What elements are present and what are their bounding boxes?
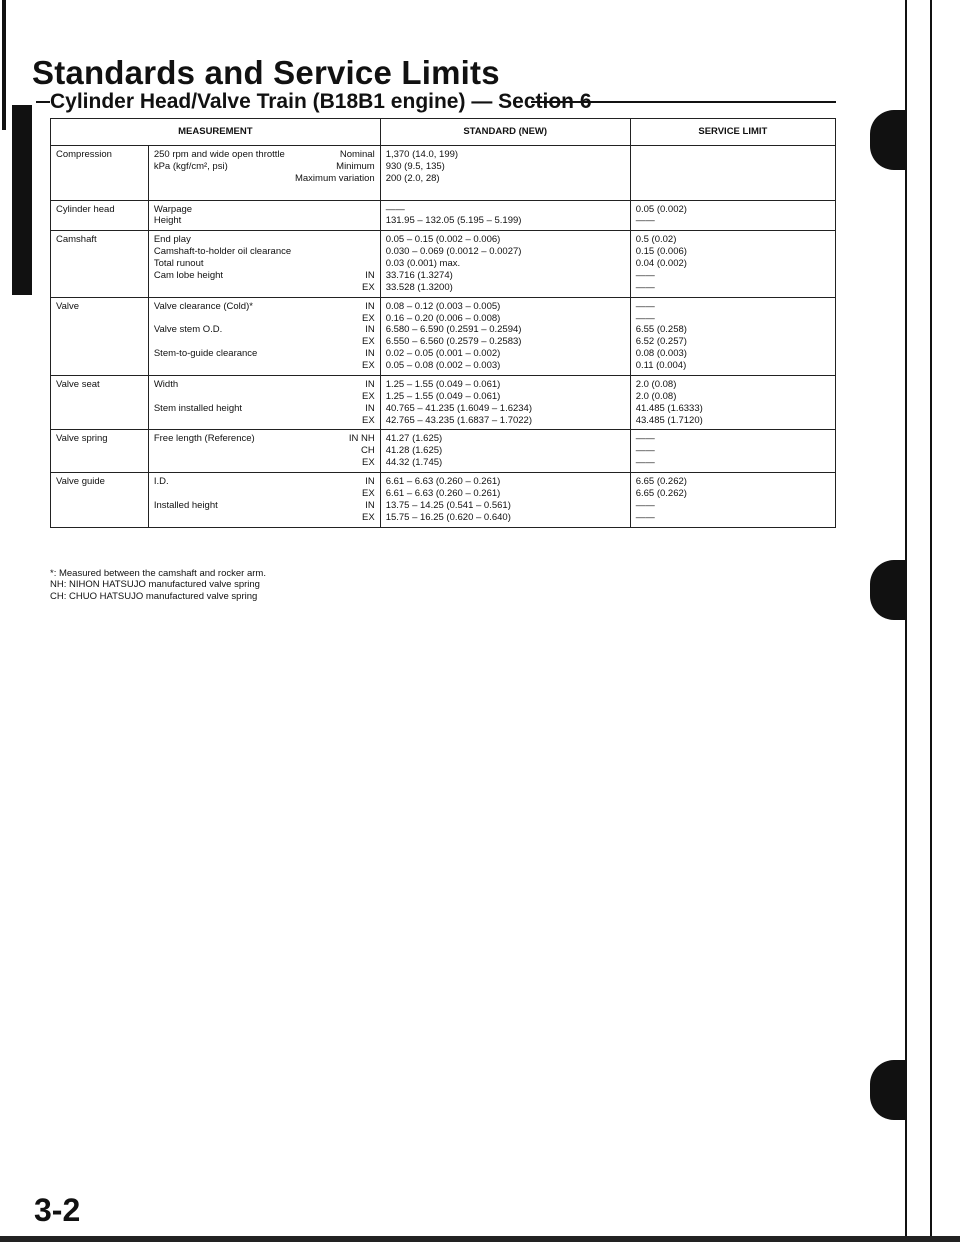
row-standard (380, 375, 630, 430)
measurement-sub: Nominal (339, 149, 375, 160)
standard-value: 15.75 – 16.25 (0.620 – 0.640) (385, 511, 511, 523)
measurement-label (154, 415, 157, 427)
measurement-label: 250 rpm and wide open throttle (153, 149, 285, 160)
limit-value: —— (635, 300, 655, 312)
table-row (51, 200, 836, 231)
measurement-sub (367, 246, 375, 258)
standard-value: 0.02 – 0.05 (0.001 – 0.002) (385, 348, 501, 360)
measurement-sub: EX (362, 390, 375, 402)
measurement-label: Total runout (153, 258, 204, 269)
measurement-label: Stem-to-guide clearance (153, 348, 258, 360)
row-standard (380, 231, 630, 297)
header-standard: STANDARD (NEW) (380, 119, 630, 146)
row-standard (380, 297, 630, 375)
limit-value: —— (635, 312, 655, 324)
row-limit (630, 231, 835, 297)
measurement-label (154, 282, 157, 294)
limit-value: —— (635, 445, 655, 457)
index-tab (870, 110, 906, 170)
standard-value: 44.32 (1.745) (385, 457, 443, 469)
limit-value: 0.11 (0.004) (635, 360, 687, 371)
table-row (51, 146, 836, 201)
measurement-label: Warpage (153, 203, 193, 215)
row-item: Valve spring (51, 430, 149, 473)
binding-edge-line (905, 0, 907, 1242)
measurement-sub (367, 204, 375, 216)
standard-value: 6.61 – 6.63 (0.260 – 0.261) (385, 487, 501, 499)
limit-value: 6.65 (0.262) (635, 476, 687, 487)
row-item: Valve seat (51, 375, 149, 430)
header-limit: SERVICE LIMIT (630, 119, 835, 146)
standard-value: 1.25 – 1.55 (0.049 – 0.061) (385, 378, 501, 390)
measurement-label: Height (153, 215, 182, 227)
limit-value: —— (635, 499, 655, 511)
measurement-label: I.D. (153, 476, 169, 487)
row-measurement (148, 430, 380, 473)
row-item: Cylinder head (51, 200, 149, 231)
row-measurement (148, 231, 380, 297)
row-limit (630, 200, 835, 231)
row-measurement (148, 146, 380, 201)
standard-value: 0.16 – 0.20 (0.006 – 0.008) (385, 312, 501, 324)
row-item: Valve (51, 297, 149, 375)
footnote: CH: CHUO HATSUJO manufactured valve spring (50, 590, 258, 602)
measurement-label (154, 185, 157, 197)
header-measurement: MEASUREMENT (51, 119, 381, 146)
standard-value: 930 (9.5, 135) (385, 160, 445, 172)
row-item: Valve guide (51, 473, 149, 528)
row-item: Camshaft (51, 231, 149, 297)
table-row (51, 473, 836, 528)
row-standard (380, 146, 630, 201)
standard-value: 131.95 – 132.05 (5.195 – 5.199) (385, 215, 522, 227)
limit-value: —— (635, 511, 655, 523)
limit-value: 6.55 (0.258) (635, 324, 687, 336)
standard-value: 0.05 – 0.08 (0.002 – 0.003) (385, 360, 501, 371)
limit-value: 41.485 (1.6333) (635, 402, 703, 414)
measurement-sub: Minimum (336, 160, 375, 172)
measurement-sub: IN (365, 378, 375, 390)
limit-value: 6.65 (0.262) (635, 487, 687, 499)
measurement-label: End play (153, 234, 191, 246)
measurement-label (154, 391, 157, 403)
measurement-label: Stem installed height (153, 402, 243, 414)
measurement-sub: EX (362, 336, 375, 348)
row-item: Compression (51, 146, 149, 201)
row-standard (380, 430, 630, 473)
measurement-sub: IN (365, 402, 375, 414)
measurement-label (154, 336, 157, 348)
limit-value: 0.08 (0.003) (635, 348, 687, 360)
measurement-label (154, 457, 157, 469)
measurement-sub: EX (362, 511, 375, 523)
measurement-label (154, 488, 157, 500)
measurement-label (154, 512, 157, 524)
row-limit (630, 146, 835, 201)
row-standard (380, 473, 630, 528)
measurement-label (154, 360, 157, 372)
limit-value: 0.05 (0.002) (635, 203, 687, 215)
standard-value: 6.61 – 6.63 (0.260 – 0.261) (385, 476, 501, 487)
measurement-sub (367, 258, 375, 270)
measurement-sub: IN (365, 269, 375, 281)
table-row (51, 297, 836, 375)
measurement-sub: EX (362, 457, 375, 469)
page-bottom-edge (0, 1236, 960, 1242)
measurement-label: Width (153, 378, 179, 390)
standard-value: 41.27 (1.625) (385, 433, 443, 445)
measurement-label (154, 313, 157, 325)
row-limit (630, 473, 835, 528)
standard-value: 33.528 (1.3200) (385, 281, 453, 293)
measurement-sub (367, 215, 375, 227)
limit-value: 43.485 (1.7120) (635, 414, 703, 426)
standard-value: 41.28 (1.625) (385, 445, 443, 457)
limit-value: 0.15 (0.006) (635, 246, 687, 258)
measurement-sub: IN (365, 324, 375, 336)
row-limit (630, 375, 835, 430)
standard-value: 1.25 – 1.55 (0.049 – 0.061) (385, 390, 501, 402)
measurement-sub: EX (362, 312, 375, 324)
table-row (51, 430, 836, 473)
row-limit (630, 297, 835, 375)
measurement-sub: EX (362, 414, 375, 426)
footnote: NH: NIHON HATSUJO manufactured valve spring (50, 579, 260, 591)
section-subtitle: Cylinder Head/Valve Train (B18B1 engine) — Section 6 (50, 90, 592, 113)
measurement-label: Installed height (153, 499, 218, 511)
subtitle-rule (531, 101, 836, 103)
row-measurement (148, 297, 380, 375)
measurement-label: Camshaft-to-holder oil clearance (153, 246, 292, 258)
index-tab (870, 1060, 906, 1120)
limit-value: —— (635, 457, 655, 469)
binding-edge-line (930, 0, 932, 1242)
standard-value: 40.765 – 41.235 (1.6049 – 1.6234) (385, 402, 533, 414)
standard-value: 0.030 – 0.069 (0.0012 – 0.0027) (385, 246, 522, 258)
standard-value: 33.716 (1.3274) (385, 269, 453, 281)
standard-value: 13.75 – 14.25 (0.541 – 0.561) (385, 499, 511, 511)
standard-value: 0.03 (0.001) max. (385, 258, 461, 269)
spec-table (50, 118, 836, 528)
table-row (51, 375, 836, 430)
table-row (51, 231, 836, 297)
measurement-sub: IN (365, 348, 375, 360)
measurement-sub: IN (365, 499, 375, 511)
limit-value: 6.52 (0.257) (635, 336, 687, 348)
standard-value: 6.550 – 6.560 (0.2579 – 0.2583) (385, 336, 522, 348)
limit-value: —— (635, 215, 655, 227)
measurement-sub: IN (365, 300, 375, 312)
index-tab (870, 560, 906, 620)
table-header-row (51, 119, 836, 146)
page-title: Standards and Service Limits (32, 54, 500, 91)
measurement-sub: IN NH (348, 433, 375, 445)
limit-value: 0.04 (0.002) (635, 258, 687, 269)
measurement-sub: IN (365, 476, 375, 487)
measurement-sub: EX (362, 360, 375, 371)
row-standard (380, 200, 630, 231)
row-measurement (148, 375, 380, 430)
left-margin-line (2, 0, 6, 130)
limit-value: —— (635, 281, 655, 293)
page-number: 3-2 (34, 1192, 81, 1228)
measurement-label (154, 445, 157, 457)
measurement-sub: CH (360, 445, 375, 457)
subtitle-rule (36, 101, 50, 103)
standard-value: —— (385, 203, 405, 215)
standard-value: 1,370 (14.0, 199) (385, 149, 459, 160)
measurement-sub: EX (362, 487, 375, 499)
row-limit (630, 430, 835, 473)
limit-value: 2.0 (0.08) (635, 378, 677, 390)
measurement-label: kPa (kgf/cm², psi) (153, 160, 228, 172)
measurement-label: Valve clearance (Cold)* (153, 300, 253, 312)
measurement-sub: EX (362, 281, 375, 293)
measurement-sub: Maximum variation (294, 172, 375, 184)
measurement-sub (367, 234, 375, 246)
standard-value: 6.580 – 6.590 (0.2591 – 0.2594) (385, 324, 522, 336)
limit-value: 2.0 (0.08) (635, 390, 677, 402)
standard-value: 200 (2.0, 28) (385, 172, 440, 184)
measurement-label (154, 173, 157, 185)
measurement-label: Cam lobe height (153, 269, 224, 281)
standard-value: 42.765 – 43.235 (1.6837 – 1.7022) (385, 414, 533, 426)
limit-value: —— (635, 433, 655, 445)
row-measurement (148, 473, 380, 528)
measurement-sub (367, 185, 375, 197)
footnote: *: Measured between the camshaft and rocker arm. (50, 568, 266, 579)
standard-value: 0.05 – 0.15 (0.002 – 0.006) (385, 234, 501, 246)
limit-value: 0.5 (0.02) (635, 234, 677, 246)
measurement-label: Valve stem O.D. (153, 324, 223, 336)
limit-value: —— (635, 269, 655, 281)
row-measurement (148, 200, 380, 231)
footnotes (50, 568, 266, 602)
section-marker-bar (12, 105, 32, 295)
standard-value: 0.08 – 0.12 (0.003 – 0.005) (385, 300, 501, 312)
measurement-label: Free length (Reference) (153, 433, 255, 445)
